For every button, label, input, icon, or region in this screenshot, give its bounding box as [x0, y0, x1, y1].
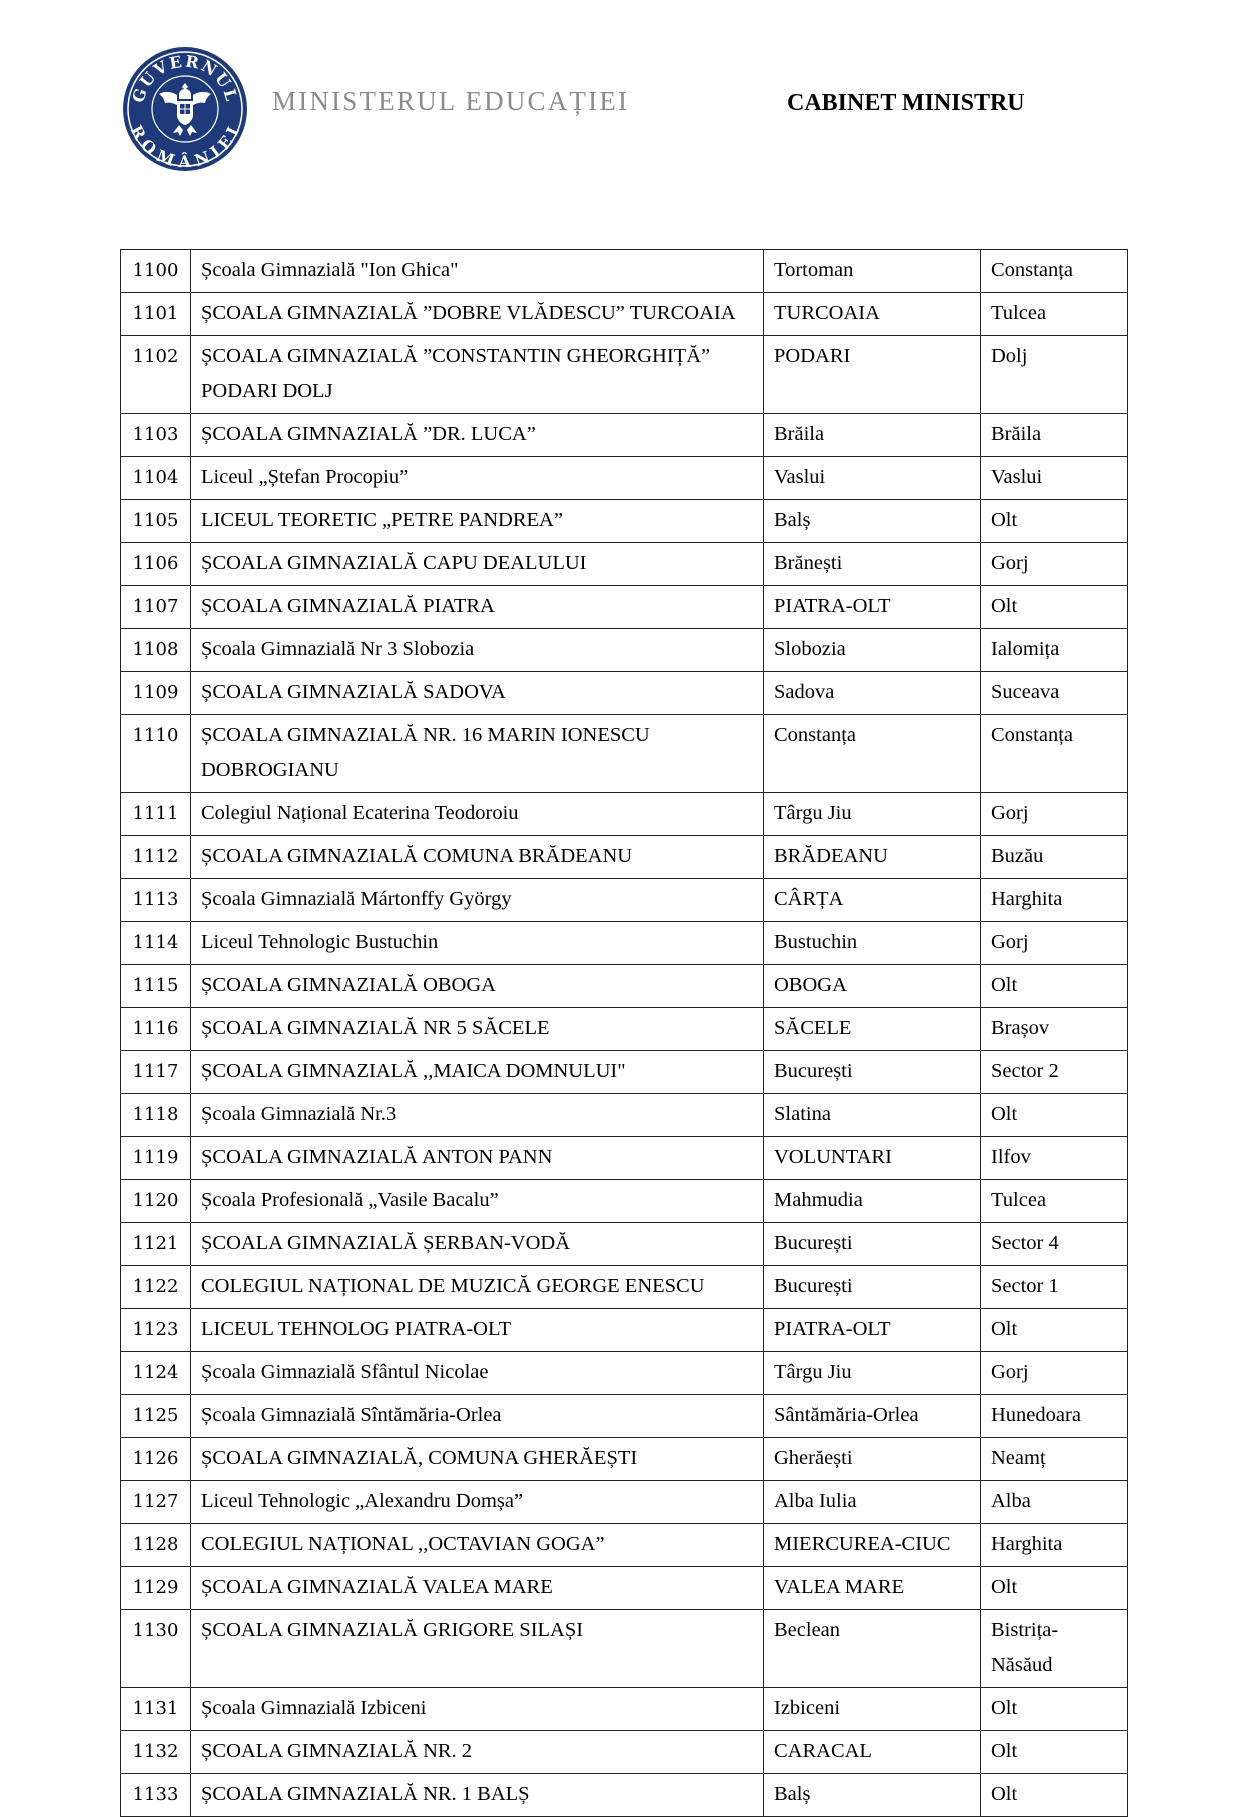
locality-cell: Balș [764, 1774, 981, 1817]
county-cell: Olt [981, 586, 1128, 629]
table-row [121, 793, 1128, 836]
table-row [121, 414, 1128, 457]
locality-cell: Alba Iulia [764, 1481, 981, 1524]
row-number-cell: 1100 [121, 250, 191, 293]
table-row [121, 1438, 1128, 1481]
table-row [121, 1008, 1128, 1051]
table-row [121, 715, 1128, 793]
row-number-cell: 1123 [121, 1309, 191, 1352]
county-cell: Gorj [981, 922, 1128, 965]
row-number-cell: 1101 [121, 293, 191, 336]
table-row [121, 879, 1128, 922]
locality-cell: PIATRA-OLT [764, 1309, 981, 1352]
locality-cell: OBOGA [764, 965, 981, 1008]
school-name-cell: Școala Gimnazială Sîntămăria-Orlea [191, 1395, 764, 1438]
county-cell: Olt [981, 500, 1128, 543]
locality-cell: Izbiceni [764, 1688, 981, 1731]
locality-cell: SĂCELE [764, 1008, 981, 1051]
county-cell: Dolj [981, 336, 1128, 414]
table-row [121, 629, 1128, 672]
locality-cell: VALEA MARE [764, 1567, 981, 1610]
county-cell: Gorj [981, 793, 1128, 836]
school-name-cell: ȘCOALA GIMNAZIALĂ NR. 16 MARIN IONESCU DOBROGIANU [191, 715, 764, 793]
table-row [121, 1180, 1128, 1223]
locality-cell: Târgu Jiu [764, 1352, 981, 1395]
table-row [121, 1395, 1128, 1438]
school-name-cell: LICEUL TEORETIC „PETRE PANDREA” [191, 500, 764, 543]
table-row [121, 922, 1128, 965]
row-number-cell: 1119 [121, 1137, 191, 1180]
school-name-cell: ȘCOALA GIMNAZIALĂ ”DOBRE VLĂDESCU” TURCOAIA [191, 293, 764, 336]
locality-cell: Beclean [764, 1610, 981, 1688]
school-name-cell: Școala Gimnazială Nr.3 [191, 1094, 764, 1137]
locality-cell: Sadova [764, 672, 981, 715]
table-row [121, 1774, 1128, 1817]
seal-text-bottom: ROMÂNIEI [126, 122, 244, 172]
county-cell: Olt [981, 1309, 1128, 1352]
page-header [0, 0, 1241, 200]
locality-cell: București [764, 1051, 981, 1094]
school-name-cell: ȘCOALA GIMNAZIALĂ OBOGA [191, 965, 764, 1008]
school-name-cell: ȘCOALA GIMNAZIALĂ COMUNA BRĂDEANU [191, 836, 764, 879]
locality-cell: Bustuchin [764, 922, 981, 965]
table-row [121, 1688, 1128, 1731]
table-row [121, 1352, 1128, 1395]
table-row [121, 1610, 1128, 1688]
school-name-cell: LICEUL TEHNOLOG PIATRA-OLT [191, 1309, 764, 1352]
county-cell: Olt [981, 1688, 1128, 1731]
row-number-cell: 1112 [121, 836, 191, 879]
locality-cell: Brăila [764, 414, 981, 457]
county-cell: Gorj [981, 543, 1128, 586]
locality-cell: CÂRȚA [764, 879, 981, 922]
county-cell: Sector 4 [981, 1223, 1128, 1266]
row-number-cell: 1106 [121, 543, 191, 586]
row-number-cell: 1124 [121, 1352, 191, 1395]
table-row [121, 543, 1128, 586]
county-cell: Tulcea [981, 1180, 1128, 1223]
locality-cell: Slobozia [764, 629, 981, 672]
county-cell: Ialomița [981, 629, 1128, 672]
table-row [121, 1266, 1128, 1309]
county-cell: Bistrița-Năsăud [981, 1610, 1128, 1688]
school-name-cell: COLEGIUL NAȚIONAL ,,OCTAVIAN GOGA” [191, 1524, 764, 1567]
table-row [121, 1309, 1128, 1352]
school-name-cell: ȘCOALA GIMNAZIALĂ PIATRA [191, 586, 764, 629]
table-row [121, 836, 1128, 879]
row-number-cell: 1103 [121, 414, 191, 457]
locality-cell: Sântămăria-Orlea [764, 1395, 981, 1438]
government-seal-icon [121, 45, 249, 173]
row-number-cell: 1107 [121, 586, 191, 629]
county-cell: Brașov [981, 1008, 1128, 1051]
locality-cell: Mahmudia [764, 1180, 981, 1223]
cabinet-title: CABINET MINISTRU [787, 90, 1025, 116]
row-number-cell: 1110 [121, 715, 191, 793]
table-row [121, 336, 1128, 414]
county-cell: Sector 2 [981, 1051, 1128, 1094]
row-number-cell: 1121 [121, 1223, 191, 1266]
row-number-cell: 1125 [121, 1395, 191, 1438]
school-name-cell: ȘCOALA GIMNAZIALĂ SADOVA [191, 672, 764, 715]
table-row [121, 500, 1128, 543]
locality-cell: BRĂDEANU [764, 836, 981, 879]
locality-cell: CARACAL [764, 1731, 981, 1774]
row-number-cell: 1117 [121, 1051, 191, 1094]
schools-table-container [120, 249, 1127, 1817]
county-cell: Constanța [981, 715, 1128, 793]
school-name-cell: Școala Gimnazială "Ion Ghica" [191, 250, 764, 293]
locality-cell: Constanța [764, 715, 981, 793]
county-cell: Gorj [981, 1352, 1128, 1395]
row-number-cell: 1118 [121, 1094, 191, 1137]
school-name-cell: COLEGIUL NAȚIONAL DE MUZICĂ GEORGE ENESCU [191, 1266, 764, 1309]
school-name-cell: Liceul Tehnologic „Alexandru Domșa” [191, 1481, 764, 1524]
locality-cell: București [764, 1223, 981, 1266]
row-number-cell: 1114 [121, 922, 191, 965]
county-cell: Ilfov [981, 1137, 1128, 1180]
row-number-cell: 1128 [121, 1524, 191, 1567]
table-row [121, 1481, 1128, 1524]
locality-cell: MIERCUREA-CIUC [764, 1524, 981, 1567]
row-number-cell: 1115 [121, 965, 191, 1008]
school-name-cell: Școala Gimnazială Sfântul Nicolae [191, 1352, 764, 1395]
locality-cell: Târgu Jiu [764, 793, 981, 836]
county-cell: Brăila [981, 414, 1128, 457]
row-number-cell: 1120 [121, 1180, 191, 1223]
school-name-cell: ȘCOALA GIMNAZIALĂ ”DR. LUCA” [191, 414, 764, 457]
schools-table-body [121, 250, 1128, 1817]
table-row [121, 1223, 1128, 1266]
table-row [121, 1524, 1128, 1567]
county-cell: Olt [981, 1567, 1128, 1610]
row-number-cell: 1109 [121, 672, 191, 715]
row-number-cell: 1113 [121, 879, 191, 922]
row-number-cell: 1126 [121, 1438, 191, 1481]
school-name-cell: ȘCOALA GIMNAZIALĂ ”CONSTANTIN GHEORGHIȚĂ” PODARI DOLJ [191, 336, 764, 414]
table-row [121, 457, 1128, 500]
county-cell: Olt [981, 1774, 1128, 1817]
table-row [121, 250, 1128, 293]
row-number-cell: 1133 [121, 1774, 191, 1817]
table-row [121, 1567, 1128, 1610]
county-cell: Harghita [981, 879, 1128, 922]
county-cell: Neamț [981, 1438, 1128, 1481]
school-name-cell: Liceul Tehnologic Bustuchin [191, 922, 764, 965]
school-name-cell: ȘCOALA GIMNAZIALĂ NR 5 SĂCELE [191, 1008, 764, 1051]
school-name-cell: Liceul „Ștefan Procopiu” [191, 457, 764, 500]
row-number-cell: 1127 [121, 1481, 191, 1524]
county-cell: Buzău [981, 836, 1128, 879]
row-number-cell: 1129 [121, 1567, 191, 1610]
school-name-cell: Colegiul Național Ecaterina Teodoroiu [191, 793, 764, 836]
county-cell: Harghita [981, 1524, 1128, 1567]
locality-cell: Tortoman [764, 250, 981, 293]
row-number-cell: 1104 [121, 457, 191, 500]
school-name-cell: Școala Gimnazială Izbiceni [191, 1688, 764, 1731]
schools-table [120, 249, 1128, 1817]
row-number-cell: 1122 [121, 1266, 191, 1309]
county-cell: Olt [981, 1731, 1128, 1774]
row-number-cell: 1130 [121, 1610, 191, 1688]
locality-cell: PODARI [764, 336, 981, 414]
seal-text-top: GUVERNUL [128, 51, 242, 105]
school-name-cell: Școala Gimnazială Nr 3 Slobozia [191, 629, 764, 672]
row-number-cell: 1102 [121, 336, 191, 414]
locality-cell: TURCOAIA [764, 293, 981, 336]
row-number-cell: 1131 [121, 1688, 191, 1731]
locality-cell: Slatina [764, 1094, 981, 1137]
county-cell: Vaslui [981, 457, 1128, 500]
school-name-cell: Școala Profesională „Vasile Bacalu” [191, 1180, 764, 1223]
row-number-cell: 1108 [121, 629, 191, 672]
locality-cell: VOLUNTARI [764, 1137, 981, 1180]
locality-cell: București [764, 1266, 981, 1309]
school-name-cell: ȘCOALA GIMNAZIALĂ ANTON PANN [191, 1137, 764, 1180]
county-cell: Hunedoara [981, 1395, 1128, 1438]
school-name-cell: ȘCOALA GIMNAZIALĂ VALEA MARE [191, 1567, 764, 1610]
county-cell: Olt [981, 1094, 1128, 1137]
ministry-name: MINISTERUL EDUCAȚIEI [272, 86, 630, 116]
school-name-cell: ȘCOALA GIMNAZIALĂ NR. 2 [191, 1731, 764, 1774]
table-row [121, 965, 1128, 1008]
locality-cell: PIATRA-OLT [764, 586, 981, 629]
table-row [121, 1094, 1128, 1137]
locality-cell: Brănești [764, 543, 981, 586]
row-number-cell: 1132 [121, 1731, 191, 1774]
table-row [121, 1051, 1128, 1094]
county-cell: Alba [981, 1481, 1128, 1524]
table-row [121, 1137, 1128, 1180]
locality-cell: Balș [764, 500, 981, 543]
table-row [121, 586, 1128, 629]
row-number-cell: 1116 [121, 1008, 191, 1051]
county-cell: Olt [981, 965, 1128, 1008]
school-name-cell: ȘCOALA GIMNAZIALĂ ȘERBAN-VODĂ [191, 1223, 764, 1266]
school-name-cell: ȘCOALA GIMNAZIALĂ ,,MAICA DOMNULUI" [191, 1051, 764, 1094]
locality-cell: Vaslui [764, 457, 981, 500]
table-row [121, 672, 1128, 715]
county-cell: Tulcea [981, 293, 1128, 336]
table-row [121, 1731, 1128, 1774]
row-number-cell: 1111 [121, 793, 191, 836]
school-name-cell: ȘCOALA GIMNAZIALĂ NR. 1 BALȘ [191, 1774, 764, 1817]
school-name-cell: ȘCOALA GIMNAZIALĂ GRIGORE SILAȘI [191, 1610, 764, 1688]
county-cell: Constanța [981, 250, 1128, 293]
row-number-cell: 1105 [121, 500, 191, 543]
county-cell: Sector 1 [981, 1266, 1128, 1309]
school-name-cell: ȘCOALA GIMNAZIALĂ CAPU DEALULUI [191, 543, 764, 586]
table-row [121, 293, 1128, 336]
locality-cell: Gherăești [764, 1438, 981, 1481]
county-cell: Suceava [981, 672, 1128, 715]
school-name-cell: Școala Gimnazială Mártonffy György [191, 879, 764, 922]
school-name-cell: ȘCOALA GIMNAZIALĂ, COMUNA GHERĂEȘTI [191, 1438, 764, 1481]
